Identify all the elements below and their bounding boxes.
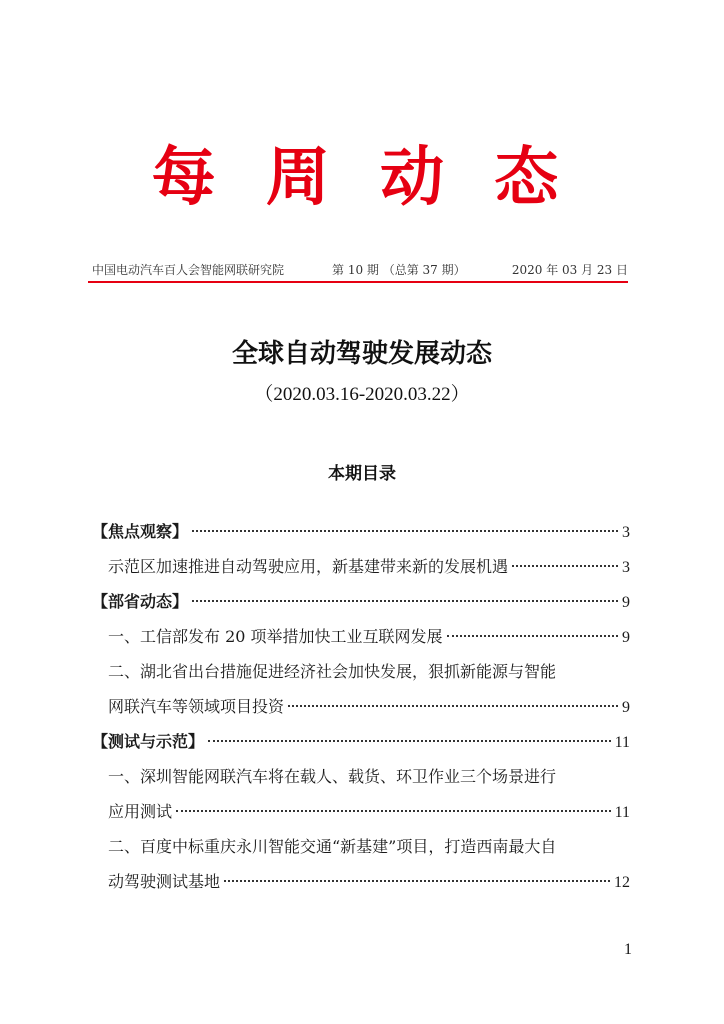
toc-item[interactable] [92,619,630,654]
toc-leader-dots [447,635,618,637]
toc-entry-text: 二、湖北省出台措施促进经济社会加快发展，狠抓新能源与智能 [108,662,557,681]
toc-item-line2[interactable] [92,689,630,724]
toc-page-number: 3 [622,524,630,541]
toc-page-number: 9 [622,594,630,611]
toc-entry-text: 【测试与示范】 [92,732,205,751]
toc-leader-dots [192,600,618,602]
toc-page-number: 3 [622,559,630,576]
toc-heading: 本期目录 [328,464,396,484]
issue-date: 2020 年 03 月 23 日 [511,263,628,277]
document-title: 全球自动驾驶发展动态 [231,339,492,369]
toc-section-ministry[interactable] [92,584,630,619]
toc-entry-text: 应用测试 [108,802,173,821]
toc-page-number: 11 [614,734,630,751]
organization-name: 中国电动汽车百人会智能网联研究院 [92,263,285,277]
toc-entry-text: 一、深圳智能网联汽车将在载人、载货、环卫作业三个场景进行 [108,767,557,786]
toc-section-focus[interactable] [92,514,630,549]
toc-item-line1[interactable] [92,759,630,794]
toc-page-number: 11 [614,804,630,821]
toc-page-number: 12 [614,874,630,891]
toc-leader-dots [224,880,610,882]
table-of-contents [92,514,630,899]
toc-entry-text: 二、百度中标重庆永川智能交通“新基建”项目，打造西南最大自 [108,837,557,856]
toc-item-line2[interactable] [92,794,630,829]
toc-leader-dots [208,740,611,742]
document-date-range: （2020.03.16-2020.03.22） [254,384,470,405]
toc-section-testing[interactable] [92,724,630,759]
toc-item[interactable] [92,549,630,584]
toc-item-line1[interactable] [92,829,630,864]
toc-entry-text: 示范区加速推进自动驾驶应用，新基建带来新的发展机遇 [108,557,509,576]
toc-entry-text: 一、工信部发布 20 项举措加快工业互联网发展 [108,627,443,646]
toc-leader-dots [176,810,611,812]
toc-leader-dots [288,705,618,707]
toc-item-line1[interactable] [92,654,630,689]
toc-entry-text: 动驾驶测试基地 [108,872,221,891]
toc-page-number: 9 [622,629,630,646]
page-number: 1 [624,941,632,958]
toc-page-number: 9 [622,699,630,716]
masthead-title: 每 周 动 态 [151,140,573,215]
toc-item-line2[interactable] [92,864,630,899]
toc-entry-text: 【部省动态】 [92,592,189,611]
toc-leader-dots [512,565,618,567]
toc-entry-text: 网联汽车等领域项目投资 [108,697,285,716]
header-divider [88,281,628,283]
toc-leader-dots [192,530,618,532]
toc-entry-text: 【焦点观察】 [92,522,189,541]
issue-number: 第 10 期 （总第 37 期） [332,263,466,277]
